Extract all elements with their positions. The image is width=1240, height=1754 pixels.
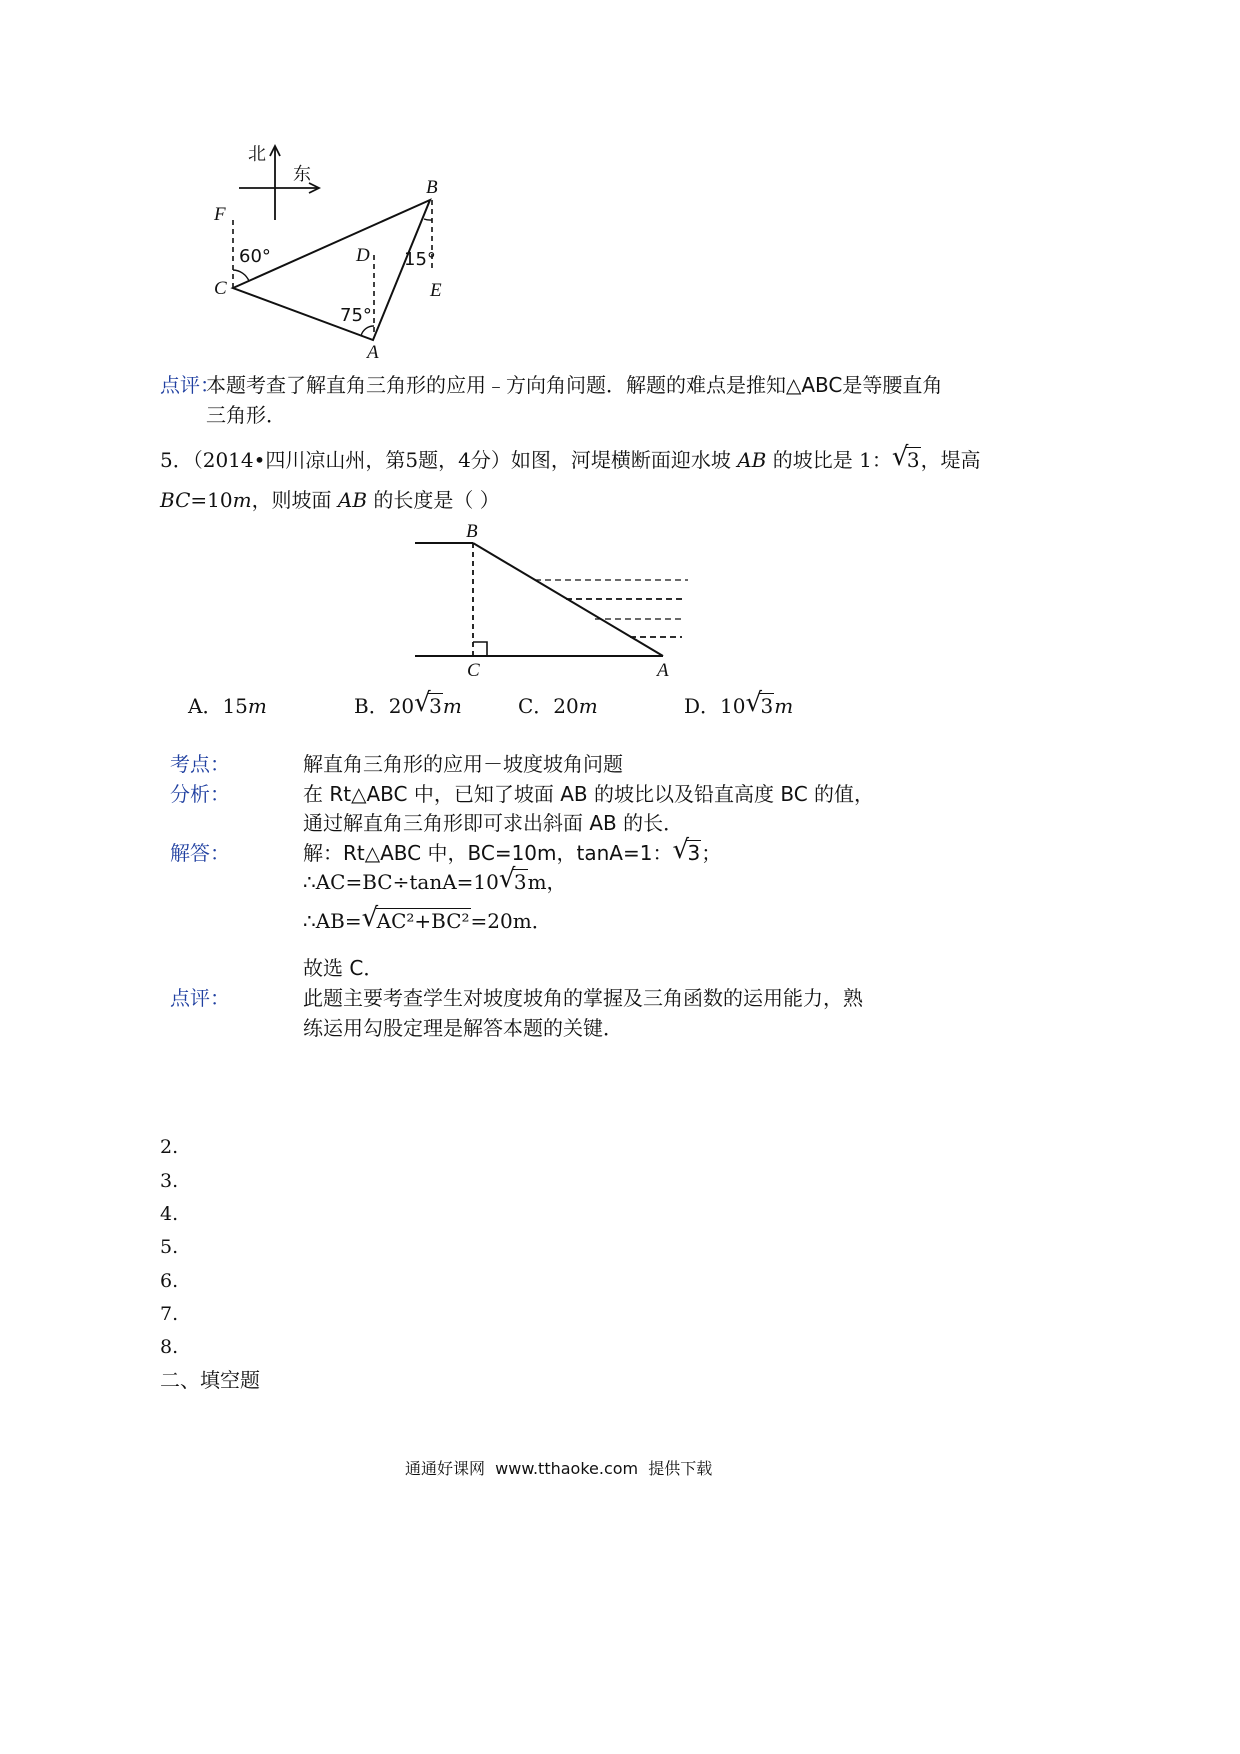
point-label-D: D	[356, 245, 370, 266]
jieda-line3: ∴AB=√ AC²+BC²=20m．	[303, 908, 552, 934]
list-item: 5.	[160, 1236, 179, 1258]
dianping-line1: 此题主要考查学生对坡度坡角的掌握及三角函数的运用能力，熟	[303, 986, 863, 1010]
embankment-label-A: A	[657, 660, 669, 681]
question-5-line2	[160, 487, 500, 513]
embankment-label-B: B	[466, 521, 478, 542]
q5-text-a: 5．（2014•四川凉山州，第5题，4分）如图，河堤横断面迎水坡	[160, 448, 731, 472]
list-item: 6.	[160, 1270, 179, 1292]
point-label-E: E	[430, 280, 442, 301]
point-label-C: C	[214, 278, 227, 299]
option-a: A．15m	[188, 694, 267, 718]
fenxi-line1: 在 Rt△ABC 中，已知了坡面 AB 的坡比以及铅直高度 BC 的值，	[303, 782, 875, 806]
north-label: 北	[248, 144, 266, 165]
fenxi-label: 分析：	[170, 782, 230, 806]
review-text-line1: 本题考查了解直角三角形的应用﹣方向角问题．解题的难点是推知△ABC是等腰直角	[206, 373, 943, 397]
q5-text-d: ，则坡面	[251, 488, 332, 512]
list-item: 3.	[160, 1170, 179, 1192]
q5-sqrt3: √ 3	[892, 447, 921, 473]
list-item: 2.	[160, 1136, 179, 1158]
list-item: 8.	[160, 1336, 179, 1358]
embankment-label-C: C	[467, 660, 480, 681]
review-label: 点评：	[160, 373, 220, 397]
fenxi-line2: 通过解直角三角形即可求出斜面 AB 的长．	[303, 811, 684, 835]
q5-ab2: AB	[337, 488, 368, 512]
point-label-F: F	[214, 204, 226, 225]
dianping-line2: 练运用勾股定理是解答本题的关键．	[303, 1016, 623, 1040]
jieda-label: 解答：	[170, 841, 230, 865]
question-5-line1	[160, 447, 981, 473]
angle-label-15: 15°	[404, 249, 436, 270]
embankment-figure	[410, 535, 700, 665]
option-c: C．20m	[518, 694, 598, 718]
option-d: D．10√ 3m	[684, 693, 793, 719]
page-footer: 通通好课网 www.tthaoke.com 提供下载	[405, 1459, 713, 1478]
option-b: B．20√ 3m	[354, 693, 462, 719]
section-title: 二、填空题	[160, 1368, 260, 1392]
angle-arc-15	[424, 219, 432, 220]
q5-bc-val: =10	[190, 488, 233, 512]
kaodian-text: 解直角三角形的应用－坡度坡角问题	[303, 752, 623, 776]
point-label-B: B	[426, 177, 438, 198]
q5-text-c: ，堤高	[920, 448, 981, 472]
angle-arc-75	[361, 326, 374, 336]
triangle-ABC	[233, 200, 430, 340]
q5-text-b: 的坡比是 1：	[772, 448, 892, 472]
list-item: 4.	[160, 1203, 179, 1225]
jieda-line2: ∴AC=BC÷tanA=10√ 3m，	[303, 869, 567, 895]
jieda-line4: 故选 C．	[303, 956, 384, 980]
list-item: 7.	[160, 1303, 179, 1325]
angle-label-75: 75°	[340, 305, 372, 326]
q5-ab: AB	[737, 448, 767, 472]
q5-bc: BC	[160, 488, 191, 512]
point-label-A: A	[367, 342, 379, 363]
review-text-line2: 三角形．	[206, 403, 286, 427]
angle-label-60: 60°	[239, 246, 271, 267]
kaodian-label: 考点：	[170, 752, 230, 776]
angle-arc-60	[233, 270, 249, 281]
q5-text-e: 的长度是（ ）	[373, 488, 500, 512]
right-angle-mark	[473, 642, 487, 656]
east-label: 东	[293, 164, 311, 185]
dianping-label: 点评：	[170, 986, 230, 1010]
q5-m: m	[232, 488, 252, 512]
jieda-line1: 解：Rt△ABC 中，BC=10m，tanA=1：√ 3；	[303, 840, 721, 866]
